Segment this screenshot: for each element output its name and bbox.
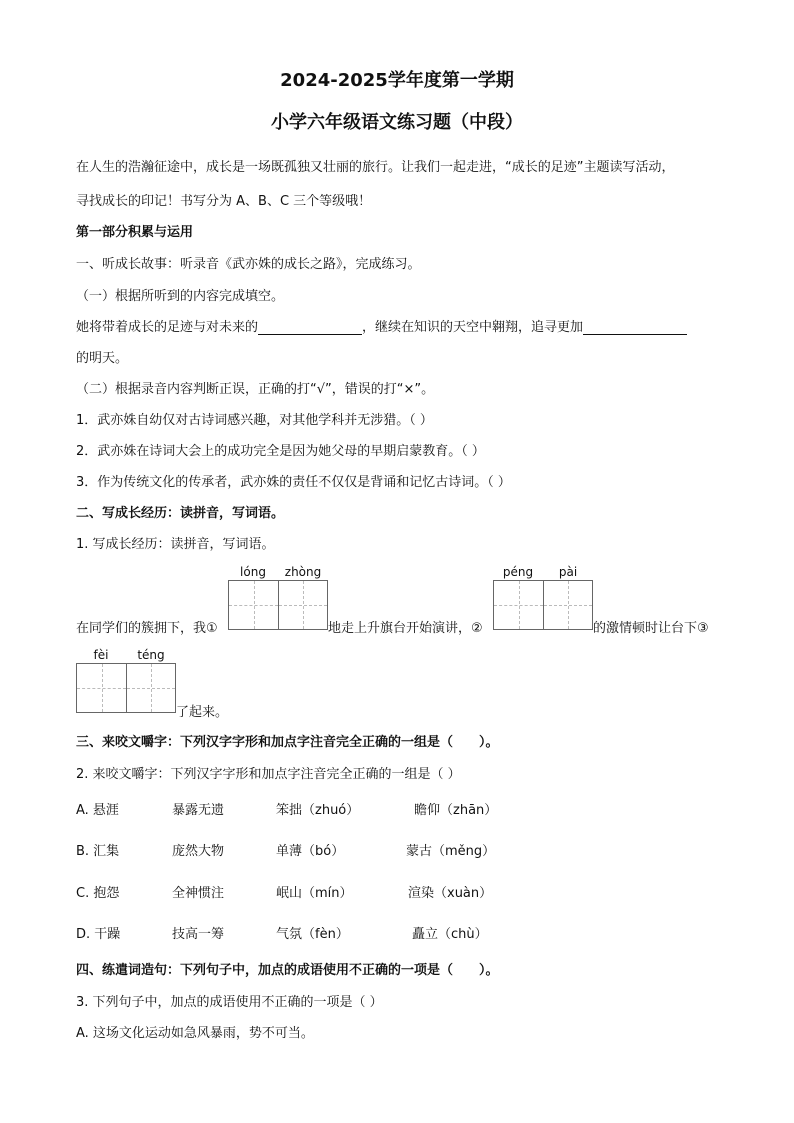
q4-option-a[interactable]: A. 这场文化运动如急风暴雨，势不可当。 bbox=[76, 1026, 314, 1041]
judge-item-3: 3．作为传统文化的传承者，武亦姝的责任不仅仅是背诵和记忆古诗词。（ ） bbox=[76, 475, 511, 490]
option-b-1: B. 汇集 bbox=[76, 844, 120, 859]
option-c-3: 岷山（mín） bbox=[276, 886, 353, 901]
pinyin-2a: péng bbox=[502, 565, 534, 579]
intro-line1: 在人生的浩瀚征途中，成长是一场既孤独又壮丽的旅行。让我们一起走进，“成长的足迹”主题读写活动， bbox=[76, 160, 675, 175]
fill-text-c: 的明天。 bbox=[76, 351, 129, 366]
option-d-3: 气氛（fèn） bbox=[276, 927, 349, 942]
q2-heading: 二、写成长经历：读拼音，写词语。 bbox=[76, 506, 285, 521]
fill-text-a: 她将带着成长的足迹与对未来的 bbox=[76, 320, 259, 335]
intro-line2: 寻找成长的印记！书写分为 A、B、C 三个等级哦！ bbox=[76, 194, 372, 209]
option-b-2: 庞然大物 bbox=[172, 844, 225, 859]
option-a-3: 笨拙（zhuó） bbox=[276, 803, 360, 818]
sentence-part-a: 在同学们的簇拥下，我① bbox=[76, 621, 218, 636]
fill-text-b: ，继续在知识的天空中翱翔，追寻更加 bbox=[362, 320, 584, 335]
q1-title: 一、听成长故事：听录音《武亦姝的成长之路》，完成练习。 bbox=[76, 257, 421, 272]
page-title-line1: 2024-2025学年度第一学期 bbox=[280, 70, 514, 91]
judge-item-2: 2．武亦姝在诗词大会上的成功完全是因为她父母的早期启蒙教育。（ ） bbox=[76, 444, 485, 459]
option-a-1: A. 悬涯 bbox=[76, 803, 119, 818]
q4-sub: 3. 下列句子中，加点的成语使用不正确的一项是（ ） bbox=[76, 995, 383, 1010]
char-grid-1[interactable] bbox=[228, 580, 328, 630]
page-title-line2: 小学六年级语文练习题（中段） bbox=[271, 112, 523, 133]
option-b-3: 单薄（bó） bbox=[276, 844, 345, 859]
q4-heading: 四、练遣词造句：下列句子中，加点的成语使用不正确的一项是（ ）。 bbox=[76, 963, 499, 978]
q3-sub: 2. 来咬文嚼字：下列汉字字形和加点字注音完全正确的一组是（ ） bbox=[76, 767, 461, 782]
fill-blank-2[interactable] bbox=[583, 320, 687, 335]
pinyin-2b: pài bbox=[558, 565, 578, 579]
pinyin-3b: téng bbox=[137, 648, 165, 662]
sentence-part-c: 的激情顿时让台下③ bbox=[593, 621, 709, 636]
option-c-1: C. 抱怨 bbox=[76, 886, 120, 901]
char-grid-2[interactable] bbox=[493, 580, 593, 630]
option-c-4: 渲染（xuàn） bbox=[408, 886, 493, 901]
option-d[interactable] bbox=[76, 923, 716, 941]
option-d-1: D. 干躁 bbox=[76, 927, 121, 942]
option-d-2: 技高一筹 bbox=[172, 927, 225, 942]
q1-sub1: （一）根据所听到的内容完成填空。 bbox=[76, 289, 285, 304]
option-a[interactable] bbox=[76, 799, 716, 817]
pinyin-1b: zhòng bbox=[284, 565, 322, 579]
part1-heading: 第一部分积累与运用 bbox=[76, 225, 194, 240]
option-a-4: 瞻仰（zhān） bbox=[414, 803, 498, 818]
q3-heading: 三、来咬文嚼字：下列汉字字形和加点字注音完全正确的一组是（ ）。 bbox=[76, 735, 499, 750]
option-c[interactable] bbox=[76, 882, 716, 900]
option-a-2: 暴露无遗 bbox=[172, 803, 225, 818]
char-grid-3[interactable] bbox=[76, 663, 176, 713]
sentence-part-d: 了起来。 bbox=[176, 705, 229, 720]
option-b[interactable] bbox=[76, 840, 716, 858]
option-b-4: 蒙古（měng） bbox=[406, 844, 496, 859]
fill-line bbox=[76, 316, 687, 335]
sentence-part-b: 地走上升旗台开始演讲，② bbox=[328, 621, 483, 636]
pinyin-1a: lóng bbox=[240, 565, 266, 579]
option-d-4: 矗立（chù） bbox=[412, 927, 488, 942]
q2-sub: 1. 写成长经历：读拼音，写词语。 bbox=[76, 537, 275, 552]
q1-sub2: （二）根据录音内容判断正误，正确的打“√”，错误的打“×”。 bbox=[76, 382, 435, 397]
fill-blank-1[interactable] bbox=[258, 320, 362, 335]
judge-item-1: 1．武亦姝自幼仅对古诗词感兴趣，对其他学科并无涉猎。（ ） bbox=[76, 413, 433, 428]
pinyin-3a: fèi bbox=[93, 648, 109, 662]
option-c-2: 全神惯注 bbox=[172, 886, 225, 901]
